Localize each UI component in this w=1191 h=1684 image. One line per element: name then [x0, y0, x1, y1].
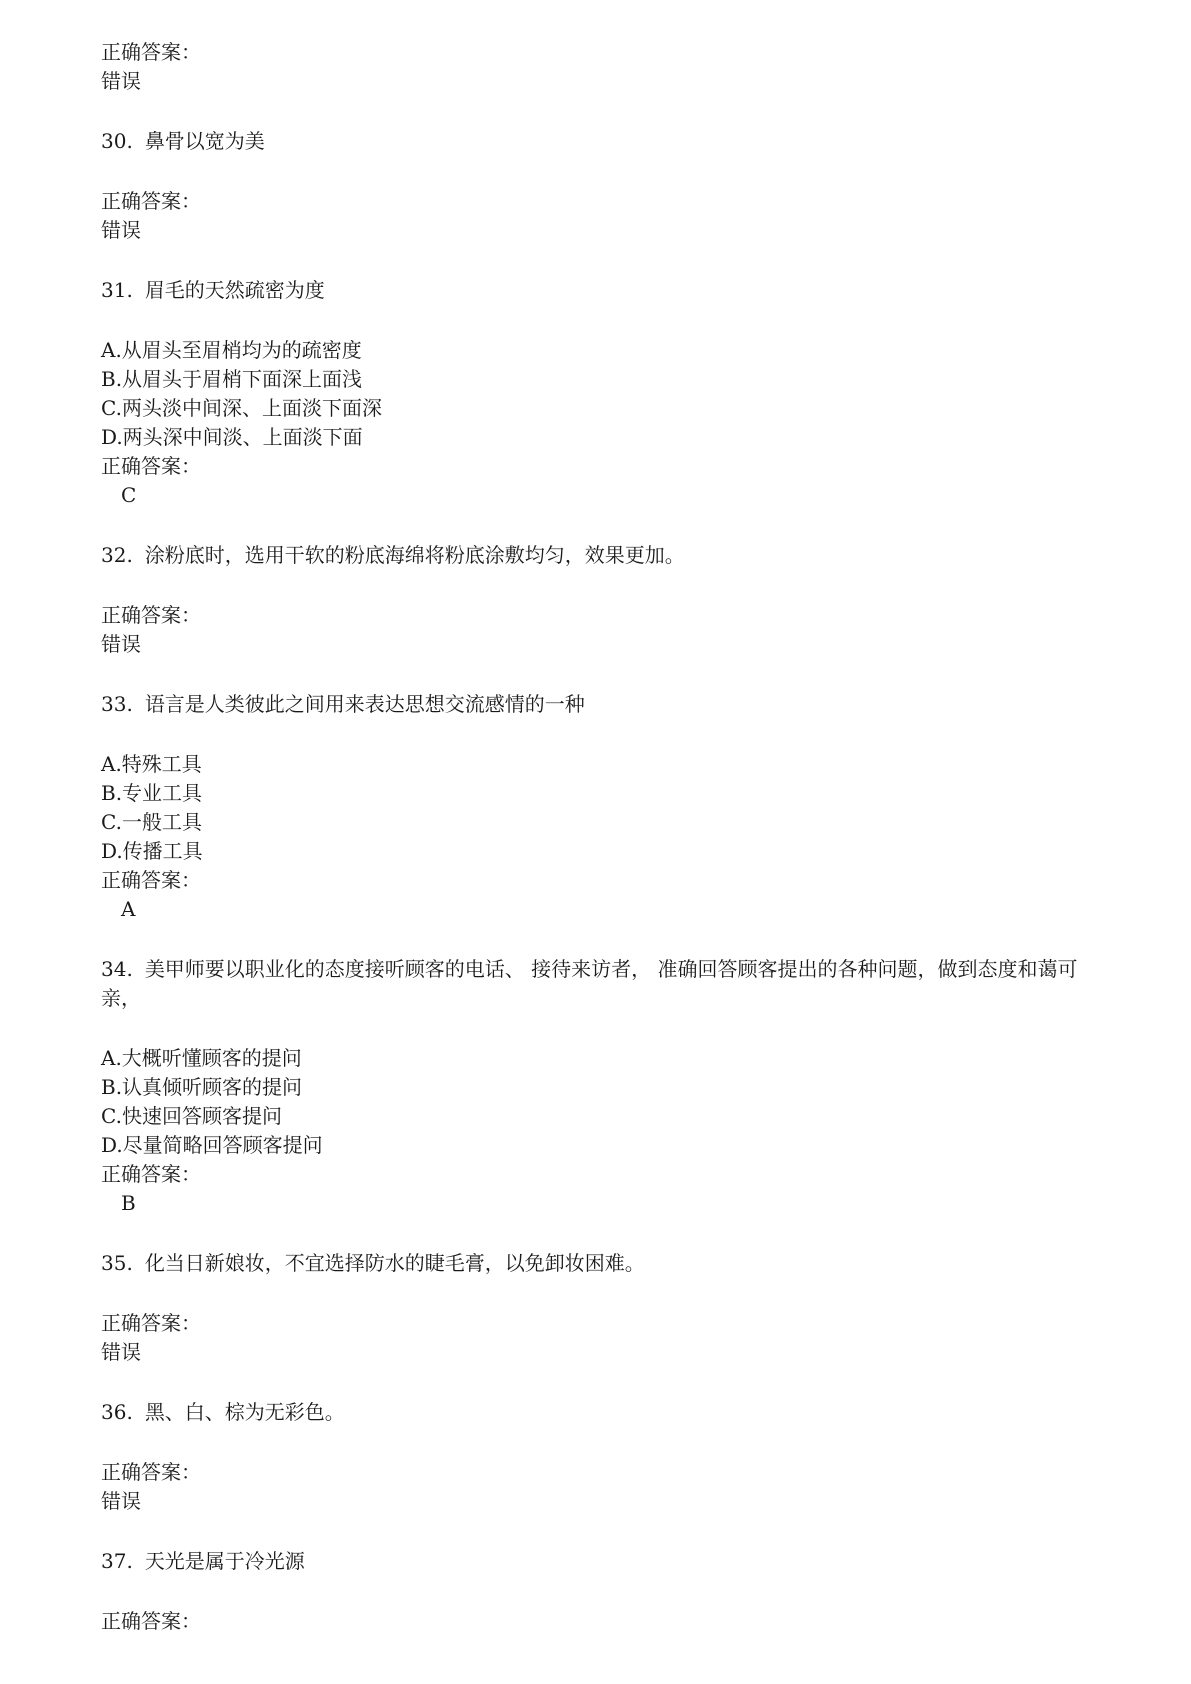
question-36	[101, 1398, 1101, 1427]
answer-value: C	[121, 483, 137, 507]
question-text: 语言是人类彼此之间用来表达思想交流感情的一种	[144, 692, 585, 716]
answer-value: 错误	[101, 218, 141, 242]
question-number: 31.	[101, 278, 133, 302]
question-number: 30.	[101, 129, 133, 153]
question-30	[101, 127, 1101, 156]
option-c: C.快速回答顾客提问	[101, 1104, 282, 1128]
question-text: 涂粉底时，选用干软的粉底海绵将粉底涂敷均匀，效果更加。	[144, 543, 685, 567]
question-35	[101, 1249, 1101, 1278]
option-a: A.特殊工具	[101, 752, 202, 776]
option-c: C.一般工具	[101, 810, 202, 834]
answer-value: 错误	[101, 632, 141, 656]
question-34	[101, 955, 1111, 1013]
option-d: D.传播工具	[101, 839, 203, 863]
option-d: D.尽量简略回答顾客提问	[101, 1133, 323, 1157]
question-33	[101, 690, 1101, 719]
answer-value: B	[121, 1191, 136, 1215]
question-text: 眉毛的天然疏密为度	[144, 278, 325, 302]
answer-label: 正确答案：	[101, 40, 201, 64]
option-a: A.从眉头至眉梢均为的疏密度	[101, 338, 362, 362]
question-text: 化当日新娘妆，不宜选择防水的睫毛膏，以免卸妆困难。	[144, 1251, 645, 1275]
question-37	[101, 1547, 1101, 1576]
answer-label: 正确答案：	[101, 868, 201, 892]
option-b: B.认真倾听顾客的提问	[101, 1075, 303, 1099]
answer-value: A	[121, 897, 136, 921]
question-text: 天光是属于冷光源	[144, 1549, 305, 1573]
answer-label: 正确答案：	[101, 1460, 201, 1484]
answer-label: 正确答案：	[101, 454, 201, 478]
question-text: 黑、白、棕为无彩色。	[144, 1400, 345, 1424]
question-number: 35.	[101, 1251, 133, 1275]
answer-label: 正确答案：	[101, 1311, 201, 1335]
option-a: A.大概听懂顾客的提问	[101, 1046, 302, 1070]
question-number: 36.	[101, 1400, 133, 1424]
answer-label: 正确答案：	[101, 603, 201, 627]
answer-value: 错误	[101, 1340, 141, 1364]
question-number: 32.	[101, 543, 133, 567]
question-number: 34.	[101, 957, 133, 981]
question-text: 美甲师要以职业化的态度接听顾客的电话、 接待来访者， 准确回答顾客提出的各种问题，做到态度和蔼可亲，	[101, 957, 1078, 1010]
answer-label: 正确答案：	[101, 1609, 201, 1633]
option-c: C.两头淡中间深、上面淡下面深	[101, 396, 382, 420]
question-text: 鼻骨以宽为美	[144, 129, 265, 153]
question-32	[101, 541, 1101, 570]
question-number: 33.	[101, 692, 133, 716]
answer-value: 错误	[101, 69, 141, 93]
document-page	[101, 38, 1101, 1636]
answer-label: 正确答案：	[101, 1162, 201, 1186]
option-d: D.两头深中间淡、上面淡下面	[101, 425, 363, 449]
question-number: 37.	[101, 1549, 133, 1573]
answer-value: 错误	[101, 1489, 141, 1513]
answer-label: 正确答案：	[101, 189, 201, 213]
question-31	[101, 276, 1101, 305]
option-b: B.专业工具	[101, 781, 203, 805]
option-b: B.从眉头于眉梢下面深上面浅	[101, 367, 363, 391]
